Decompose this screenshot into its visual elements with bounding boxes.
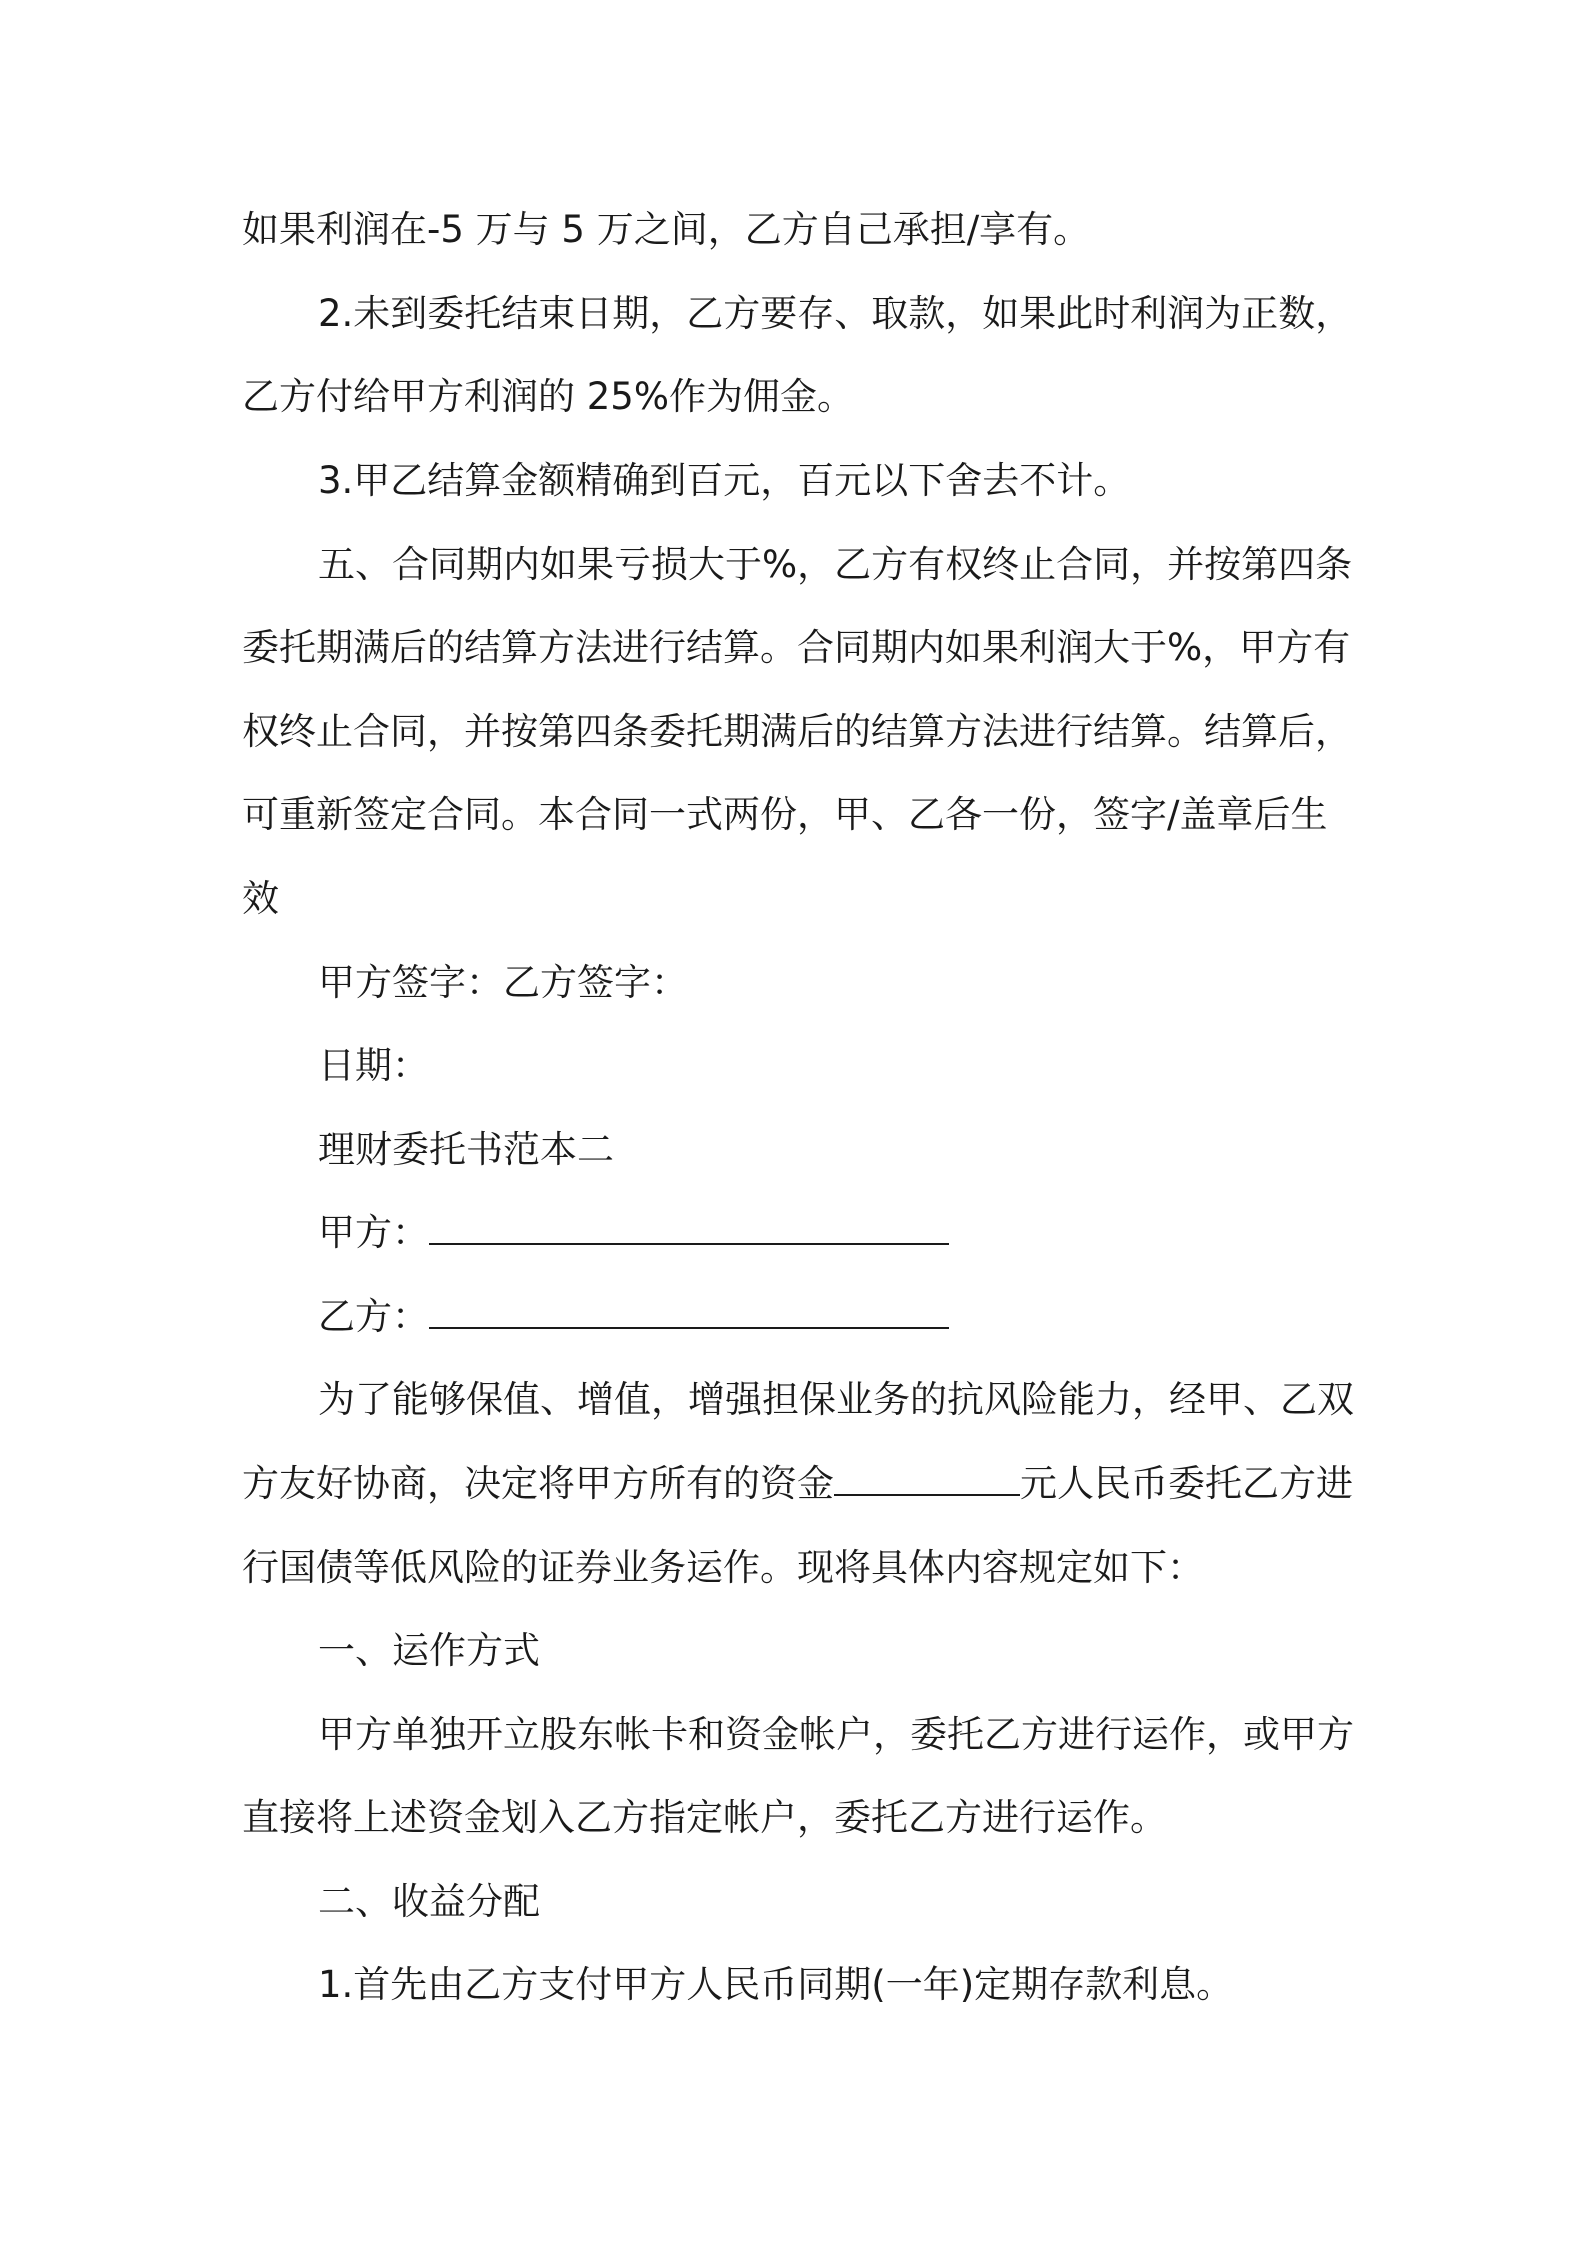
text-line: 如果利润在-5 万与 5 万之间，乙方自己承担/享有。	[242, 208, 1091, 251]
text-line: 直接将上述资金划入乙方指定帐户，委托乙方进行运作。	[242, 1796, 1167, 1839]
text-line	[242, 1460, 1362, 1508]
text-segment: 方友好协商，决定将甲方所有的资金	[242, 1462, 834, 1505]
party-b-blank	[429, 1293, 949, 1329]
text-line: 1.首先由乙方支付甲方人民币同期(一年)定期存款利息。	[318, 1963, 1234, 2006]
text-line: 甲方单独开立股东帐卡和资金帐户，委托乙方进行运作，或甲方	[318, 1713, 1354, 1756]
text-segment: 元人民币委托乙方进	[1020, 1462, 1353, 1505]
text-line: 可重新签定合同。本合同一式两份，甲、乙各一份，签字/盖章后生	[242, 793, 1328, 836]
text-line: 五、合同期内如果亏损大于%，乙方有权终止合同，并按第四条	[318, 543, 1353, 586]
party-a-line	[318, 1209, 1362, 1257]
text-line: 为了能够保值、增值，增强担保业务的抗风险能力，经甲、乙双	[318, 1378, 1354, 1421]
text-line: 行国债等低风险的证券业务运作。现将具体内容规定如下：	[242, 1546, 1204, 1589]
text-line: 权终止合同，并按第四条委托期满后的结算方法进行结算。结算后，	[242, 710, 1352, 753]
amount-blank	[834, 1460, 1020, 1496]
party-b-label: 乙方：	[318, 1295, 429, 1338]
text-line: 委托期满后的结算方法进行结算。合同期内如果利润大于%，甲方有	[242, 626, 1351, 669]
party-a-label: 甲方：	[318, 1211, 429, 1254]
section-heading: 二、收益分配	[318, 1880, 540, 1923]
party-b-line	[318, 1293, 1362, 1341]
section-heading: 一、运作方式	[318, 1629, 540, 1672]
text-line: 乙方付给甲方利润的 25%作为佣金。	[242, 375, 854, 418]
text-line: 效	[242, 877, 279, 920]
date-line: 日期：	[318, 1044, 429, 1087]
section-title: 理财委托书范本二	[318, 1128, 614, 1171]
signature-line: 甲方签字：乙方签字：	[318, 961, 688, 1004]
text-line: 3.甲乙结算金额精确到百元，百元以下舍去不计。	[318, 459, 1131, 502]
text-line: 2.未到委托结束日期，乙方要存、取款，如果此时利润为正数，	[318, 292, 1353, 335]
party-a-blank	[429, 1209, 949, 1245]
